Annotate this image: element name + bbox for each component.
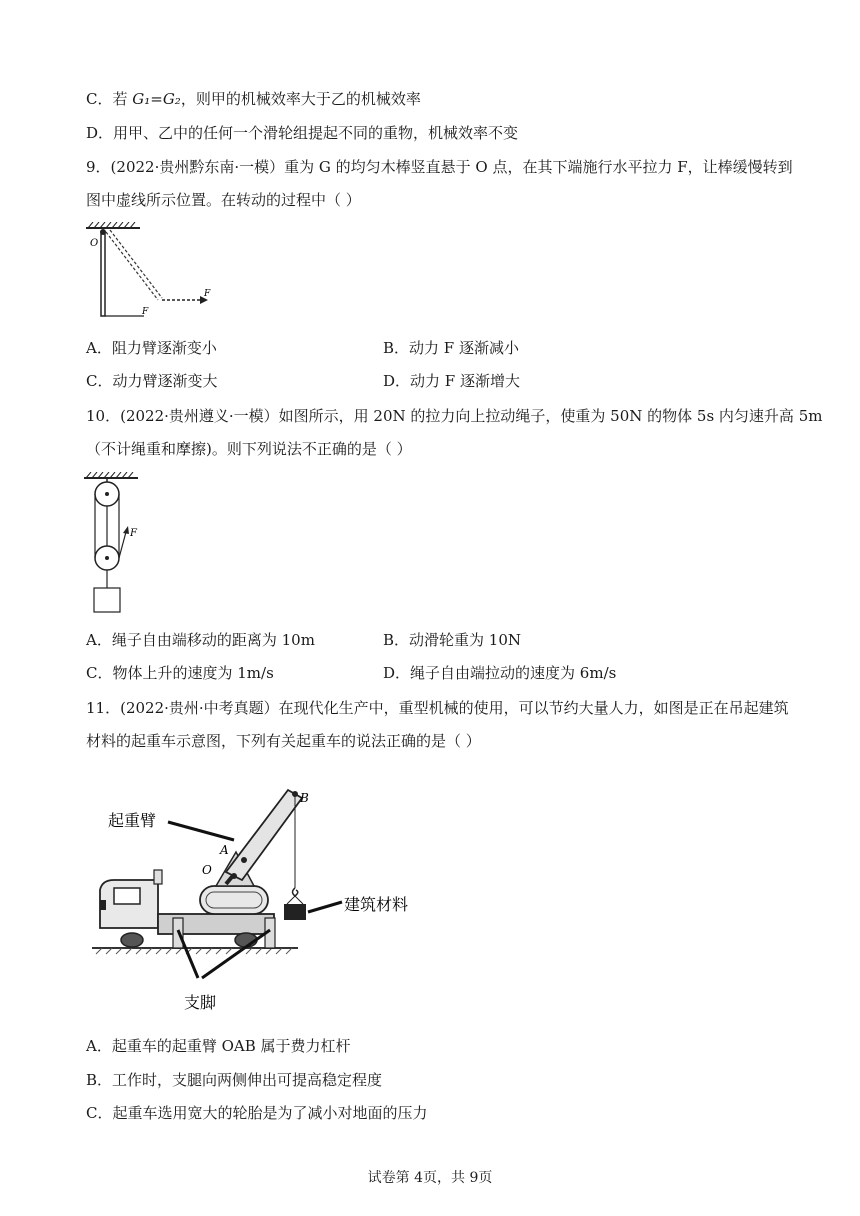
q10-pulley-figure [82, 472, 152, 616]
q11-label-b: B [300, 791, 309, 805]
q8-option-c-prefix: C．若 [86, 90, 133, 108]
q8-option-d: D．用甲、乙中的任何一个滑轮组提起不同的重物，机械效率不变 [86, 124, 519, 142]
q11-option-c: C．起重车选用宽大的轮胎是为了减小对地面的压力 [86, 1104, 428, 1122]
q10-label-f: F [130, 528, 137, 539]
q11-label-a: A [220, 843, 229, 857]
q10-stem-line2: （不计绳重和摩擦)。则下列说法不正确的是（ ） [86, 440, 412, 458]
page-footer: 试卷第 4页，共 9页 [367, 1170, 493, 1186]
q8-option-c [86, 90, 421, 108]
q9-option-c: C．动力臂逐渐变大 [86, 372, 218, 390]
q11-stem-line2: 材料的起重车示意图，下列有关起重车的说法正确的是（ ） [86, 732, 481, 750]
q11-label-arm: 起重臂 [108, 811, 157, 830]
q11-label-leg: 支脚 [184, 993, 217, 1012]
q10-option-d: D．绳子自由端拉动的速度为 6m/s [383, 664, 617, 682]
q9-label-f-solid: F [142, 307, 149, 317]
q11-stem-line1: 11．(2022·贵州·中考真题）在现代化生产中，重型机械的使用，可以节约大量人力，如图是正在吊起建筑 [86, 699, 789, 717]
q11-crane-figure [86, 780, 426, 1025]
q10-option-b: B．动滑轮重为 10N [383, 631, 522, 649]
q9-rod-figure [84, 222, 224, 326]
q9-stem-line1: 9．(2022·贵州黔东南·一模）重为 G 的均匀木棒竖直悬于 O 点，在其下端施行水平拉力 F，让棒缓慢转到 [86, 158, 793, 176]
q10-option-a: A．绳子自由端移动的距离为 10m [86, 631, 315, 649]
q11-label-material: 建筑材料 [344, 895, 409, 914]
q11-option-a: A．起重车的起重臂 OAB 属于费力杠杆 [86, 1037, 351, 1055]
q11-label-o: O [202, 863, 212, 877]
q9-option-b: B．动力 F 逐渐减小 [383, 339, 519, 357]
q9-label-f-dashed: F [204, 289, 211, 299]
q10-stem-line1: 10．(2022·贵州遵义·一模）如图所示，用 20N 的拉力向上拉动绳子，使重为 50N 的物体 5s 内匀速升高 5m [86, 407, 823, 425]
q8-option-c-equation: G₁=G₂ [132, 90, 181, 108]
q9-option-a: A．阻力臂逐渐变小 [86, 339, 217, 357]
q10-option-c: C．物体上升的速度为 1m/s [86, 664, 274, 682]
q8-option-c-suffix: ，则甲的机械效率大于乙的机械效率 [180, 90, 421, 108]
q9-option-d: D．动力 F 逐渐增大 [383, 372, 520, 390]
q11-option-b: B．工作时，支腿向两侧伸出可提高稳定程度 [86, 1071, 383, 1089]
q9-label-o: O [90, 238, 99, 249]
q9-stem-line2: 图中虚线所示位置。在转动的过程中（ ） [86, 191, 361, 209]
